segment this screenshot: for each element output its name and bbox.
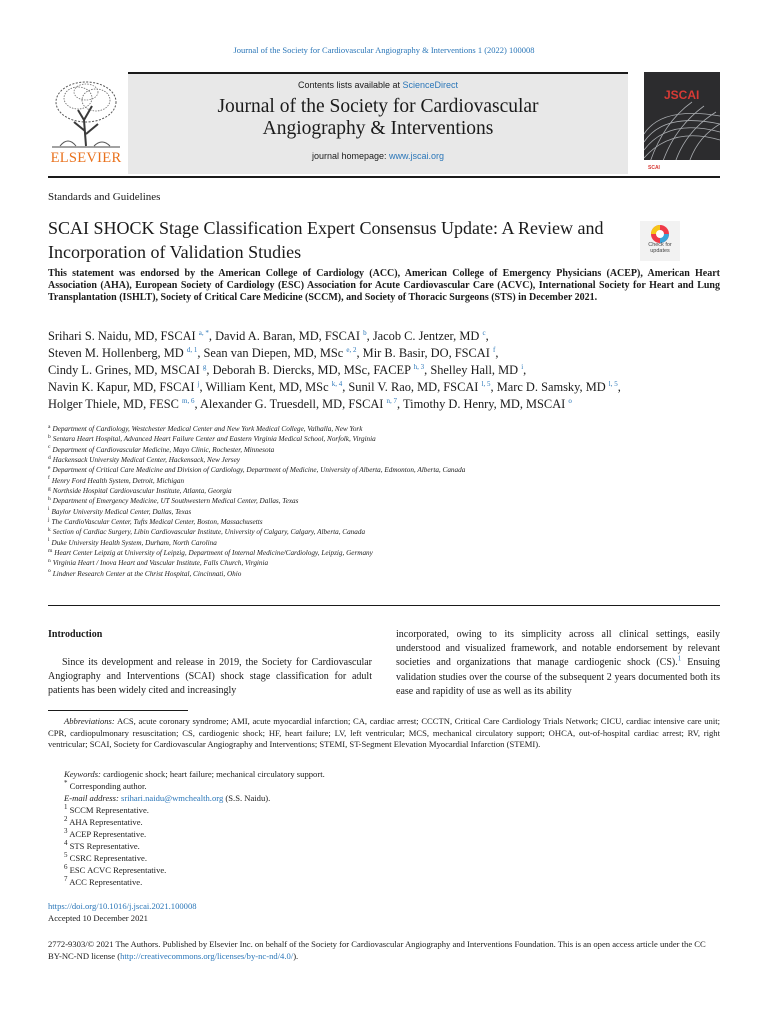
affiliation-item <box>48 558 720 568</box>
representative-number: 1 <box>64 803 68 812</box>
affiliation-text: The CardioVascular Center, Tufts Medical Center, Boston, Massachusetts <box>51 518 263 527</box>
doi-link[interactable]: https://doi.org/10.1016/j.jscai.2021.100008 <box>48 901 197 911</box>
affiliation-list <box>48 424 720 579</box>
affiliation-key: f <box>48 475 50 482</box>
svg-text:SCAI: SCAI <box>648 165 660 171</box>
affiliation-item <box>48 476 720 486</box>
author-line: Navin K. Kapur, MD, FSCAI $^j$, William Kent, MD, MSc $^{k, 4}$, Sunil V. Rao, MD, FSCAI $^{l, 5}$, Marc D. Samsky, MD $^{l, 5}$, <box>48 379 621 394</box>
journal-name-line2: Angiography & Interventions <box>262 118 494 139</box>
affiliation-item <box>48 496 720 506</box>
endorsement-statement: This statement was endorsed by the American College of Cardiology (ACC), American College of Emergency Physicians (ACEP), American Heart Association (AHA), European Society of Cardiology (ESC) Association for Acute Cardiovascular Care (ACVC), International Society for Heart and Lung Transplantation (ISHLT), Society of Critical Care Medicine (SCCM), and Society of Thoracic Surgeons (STS) in December 2021. <box>48 268 720 303</box>
reference-citation-link[interactable]: 1 <box>677 655 682 664</box>
journal-name-line1: Journal of the Society for Cardiovascular <box>217 96 539 117</box>
asterisk-marker: * <box>64 779 68 788</box>
author-line: Holger Thiele, MD, FESC $^{m, 6}$, Alexander G. Truesdell, MD, FSCAI $^{n, 7}$, Timothy D. Henry, MD, MSCAI $^o$ <box>48 396 572 411</box>
author-name: Navin K. Kapur, MD, FSCAI <box>48 380 195 394</box>
author-list <box>48 328 728 413</box>
affiliation-key: g <box>48 485 51 492</box>
affiliation-text: Duke University Health System, Durham, North Carolina <box>51 538 217 547</box>
keywords-label: Keywords: <box>64 769 101 779</box>
representative-note <box>48 840 720 852</box>
affiliation-item <box>48 527 720 537</box>
introduction-right-column <box>396 628 720 699</box>
sciencedirect-link[interactable]: ScienceDirect <box>402 80 459 90</box>
homepage-line <box>128 151 628 161</box>
copyright-notice <box>48 938 720 962</box>
author-affiliation-marker[interactable]: b <box>363 328 367 337</box>
author-affiliation-marker[interactable]: i <box>521 362 524 371</box>
keywords-text: cardiogenic shock; heart failure; mechanical circulatory support. <box>100 769 325 779</box>
author-affiliation-marker[interactable]: g <box>202 362 207 371</box>
article-title-line2: Incorporation of Validation Studies <box>48 242 302 262</box>
author-name: David A. Baran, MD, FSCAI <box>215 329 360 343</box>
representative-number: 7 <box>64 875 68 884</box>
accepted-date: Accepted 10 December 2021 <box>48 913 148 923</box>
introduction-heading: Introduction <box>48 629 103 640</box>
elsevier-wordmark: ELSEVIER <box>50 150 122 166</box>
author-name: Mir B. Basir, DO, FSCAI <box>362 346 490 360</box>
intro-right-text-b: Ensuing validation studies over the course of the subsequent 2 years documented both its ease and rapidity of use as well as its ability <box>396 657 721 697</box>
author-affiliation-marker[interactable]: l, 5 <box>608 379 618 388</box>
article-title <box>48 216 628 264</box>
email-label: E-mail address: <box>64 793 119 803</box>
affiliation-item <box>48 569 720 579</box>
affiliation-key: b <box>48 433 51 440</box>
affiliation-text: Henry Ford Health System, Detroit, Michigan <box>51 476 185 485</box>
corresponding-author-text: Corresponding author. <box>69 781 147 791</box>
author-affiliation-marker[interactable]: o <box>568 396 572 405</box>
representative-text: CSRC Representative. <box>69 853 147 863</box>
author-name: Holger Thiele, MD, FESC <box>48 397 179 411</box>
email-line <box>48 792 720 804</box>
author-name: Sean van Diepen, MD, MSc <box>203 346 344 360</box>
author-affiliation-marker[interactable]: c <box>482 328 486 337</box>
crossmark-icon[interactable] <box>640 221 680 261</box>
representative-note <box>48 852 720 864</box>
affiliation-text: Department of Emergency Medicine, UT Southwestern Medical Center, Dallas, Texas <box>52 497 299 506</box>
corresponding-author-note <box>48 780 720 792</box>
representative-note <box>48 816 720 828</box>
author-name: Steven M. Hollenberg, MD <box>48 346 184 360</box>
author-name: Alexander G. Truesdell, MD, FSCAI <box>199 397 384 411</box>
author-name: Shelley Hall, MD <box>430 363 519 377</box>
footnote-block <box>48 768 720 888</box>
affiliation-item <box>48 424 720 434</box>
affiliation-text: Lindner Research Center at the Christ Hospital, Cincinnati, Ohio <box>52 569 242 578</box>
representative-note <box>48 864 720 876</box>
representative-number: 5 <box>64 851 68 860</box>
author-affiliation-marker[interactable]: k, 4 <box>331 379 343 388</box>
affiliation-key: c <box>48 444 51 451</box>
author-affiliation-marker[interactable]: e, 2 <box>346 345 357 354</box>
affiliation-key: i <box>48 506 50 513</box>
representative-notes <box>48 804 720 888</box>
representative-text: ACEP Representative. <box>69 829 147 839</box>
author-line: Srihari S. Naidu, MD, FSCAI $^{a, *}$, David A. Baran, MD, FSCAI $^b$, Jacob C. Jentzer, MD $^c$, <box>48 328 489 343</box>
running-head-link[interactable]: Journal of the Society for Cardiovascular Angiography & Interventions 1 (2022) 100008 <box>233 45 535 55</box>
author-name: Jacob C. Jentzer, MD <box>372 329 480 343</box>
author-affiliation-marker[interactable]: n, 7 <box>386 396 398 405</box>
affiliation-key: j <box>48 516 50 523</box>
affiliation-item <box>48 548 720 558</box>
abbreviations-footnote <box>48 716 720 751</box>
contents-line <box>128 80 628 90</box>
author-affiliation-marker[interactable]: j <box>197 379 200 388</box>
author-name: Srihari S. Naidu, MD, FSCAI <box>48 329 196 343</box>
homepage-link[interactable]: www.jscai.org <box>389 151 445 161</box>
affiliation-item <box>48 507 720 517</box>
representative-note <box>48 804 720 816</box>
representative-text: SCCM Representative. <box>69 805 149 815</box>
affiliation-item <box>48 517 720 527</box>
copyright-end: ). <box>293 951 299 961</box>
contents-prefix: Contents lists available at <box>297 80 403 90</box>
representative-text: AHA Representative. <box>69 817 143 827</box>
keywords-line <box>48 768 720 780</box>
front-matter-rule <box>48 605 720 606</box>
author-affiliation-marker[interactable]: l, 5 <box>481 379 491 388</box>
affiliation-text: Baylor University Medical Center, Dallas, Texas <box>51 507 192 516</box>
affiliation-item <box>48 445 720 455</box>
affiliation-key: l <box>48 537 50 544</box>
affiliation-text: Department of Cardiovascular Medicine, Mayo Clinic, Rochester, Minnesota <box>52 445 275 454</box>
homepage-prefix: journal homepage: <box>311 151 390 161</box>
affiliation-key: d <box>48 454 51 461</box>
author-name: Timothy D. Henry, MD, MSCAI <box>403 397 566 411</box>
abbreviations-text: ACS, acute coronary syndrome; AMI, acute myocardial infarction; CA, cardiac arrest; CCCTN, Critical Care Cardiology Trials Network; CICU, cardiac intensive care unit; CPR, cardiopulmonary resuscitation; CS, cardiogenic shock; HF, heart failure; LV, left ventricular; MCS, mechanical circulatory support; OHCA, out-of-hospital cardiac arrest; RV, right ventricular; SCAI, Society for Cardiovascular Angiography and Interventions; STEMI, ST-Segment Elevation Myocardial Infarction (STEMI). <box>48 716 720 750</box>
intro-right-text-a: incorporated, owing to its simplicity across all clinical settings, easily understood and visualized framework, and notable endorsement by relevant societies and organizations that manage cardiogenic shock (CS). <box>396 629 720 669</box>
affiliation-text: Department of Cardiology, Westchester Medical Center and New York Medical College, Valhalla, New York <box>52 425 363 433</box>
email-suffix: (S.S. Naidu). <box>223 793 271 803</box>
affiliation-key: o <box>48 568 51 575</box>
cover-jscai-title: JSCAI <box>664 88 700 102</box>
affiliation-key: h <box>48 496 51 503</box>
author-affiliation-marker[interactable]: f <box>493 345 496 354</box>
affiliation-text: Hackensack University Medical Center, Hackensack, New Jersey <box>52 456 240 465</box>
affiliation-item <box>48 434 720 444</box>
affiliation-key: m <box>48 547 53 554</box>
affiliation-text: Department of Critical Care Medicine and Division of Cardiology, Department of Medicine, University of Alberta, Edmonton, Alberta, Canada <box>52 466 466 475</box>
representative-text: ESC ACVC Representative. <box>69 865 167 875</box>
license-link[interactable]: http://creativecommons.org/licenses/by-nc-nd/4.0/ <box>120 951 294 961</box>
author-affiliation-marker[interactable]: d, 1 <box>186 345 198 354</box>
affiliation-key: e <box>48 464 51 471</box>
author-line: Steven M. Hollenberg, MD $^{d, 1}$, Sean van Diepen, MD, MSc $^{e, 2}$, Mir B. Basir, DO, FSCAI $^f$, <box>48 345 499 360</box>
article-section-label: Standards and Guidelines <box>48 191 161 203</box>
author-name: Cindy L. Grines, MD, MSCAI <box>48 363 200 377</box>
author-name: William Kent, MD, MSc <box>205 380 329 394</box>
representative-number: 4 <box>64 839 68 848</box>
affiliation-item <box>48 538 720 548</box>
copyright-text: 2772-9303/© 2021 The Authors. Published by Elsevier Inc. on behalf of the Society for Cardiovascular Angiography and Interventions Foundation. This is an open access article under the CC BY-NC-ND license ( <box>48 939 706 961</box>
abbreviations-label: Abbreviations: <box>64 716 115 726</box>
representative-number: 6 <box>64 863 68 872</box>
author-line: Cindy L. Grines, MD, MSCAI $^g$, Deborah B. Diercks, MD, MSc, FACEP $^{h, 3}$, Shelley Hall, MD $^i$, <box>48 362 527 377</box>
affiliation-text: Section of Cardiac Surgery, Libin Cardiovascular Institute, University of Calgary, Calgary, Alberta, Canada <box>52 528 366 537</box>
affiliation-key: a <box>48 423 51 430</box>
author-name: Sunil V. Rao, MD, FSCAI <box>348 380 479 394</box>
introduction-left-column: Since its development and release in 2019, the Society for Cardiovascular Angiography and Interventions (SCAI) shock stage classification for adult patients has been widely cited and increasingly <box>48 657 372 697</box>
crossmark-label: Check for updates <box>648 242 672 254</box>
author-name: Deborah B. Diercks, MD, MSc, FACEP <box>212 363 411 377</box>
journal-name <box>128 96 628 140</box>
author-name: Marc D. Samsky, MD <box>496 380 606 394</box>
representative-text: ACC Representative. <box>69 877 143 887</box>
affiliation-item <box>48 455 720 465</box>
representative-number: 2 <box>64 815 68 824</box>
affiliation-text: Northside Hospital Cardiovascular Institute, Atlanta, Georgia <box>52 487 232 496</box>
affiliation-text: Sentara Heart Hospital, Advanced Heart Failure Center and Eastern Virginia Medical School, Norfolk, Virginia <box>52 435 376 444</box>
affiliation-key: k <box>48 527 51 534</box>
author-affiliation-marker[interactable]: a, * <box>198 328 209 337</box>
article-title-line1: SCAI SHOCK Stage Classification Expert Consensus Update: A Review and <box>48 218 604 238</box>
affiliation-item <box>48 486 720 496</box>
representative-note <box>48 828 720 840</box>
email-link[interactable]: srihari.naidu@wmchealth.org <box>120 793 224 803</box>
representative-note <box>48 876 720 888</box>
representative-text: STS Representative. <box>69 841 140 851</box>
author-affiliation-marker[interactable]: m, 6 <box>182 396 195 405</box>
masthead-bottom-rule <box>48 176 720 178</box>
affiliation-item <box>48 465 720 475</box>
author-affiliation-marker[interactable]: h, 3 <box>413 362 425 371</box>
representative-number: 3 <box>64 827 68 836</box>
affiliation-key: n <box>48 558 51 565</box>
footnote-rule <box>48 710 188 711</box>
affiliation-text: Heart Center Leipzig at University of Leipzig, Department of Internal Medicine/Cardiology, Leipzig, Germany <box>54 549 373 558</box>
affiliation-text: Virginia Heart / Inova Heart and Vascular Institute, Falls Church, Virginia <box>52 559 269 568</box>
